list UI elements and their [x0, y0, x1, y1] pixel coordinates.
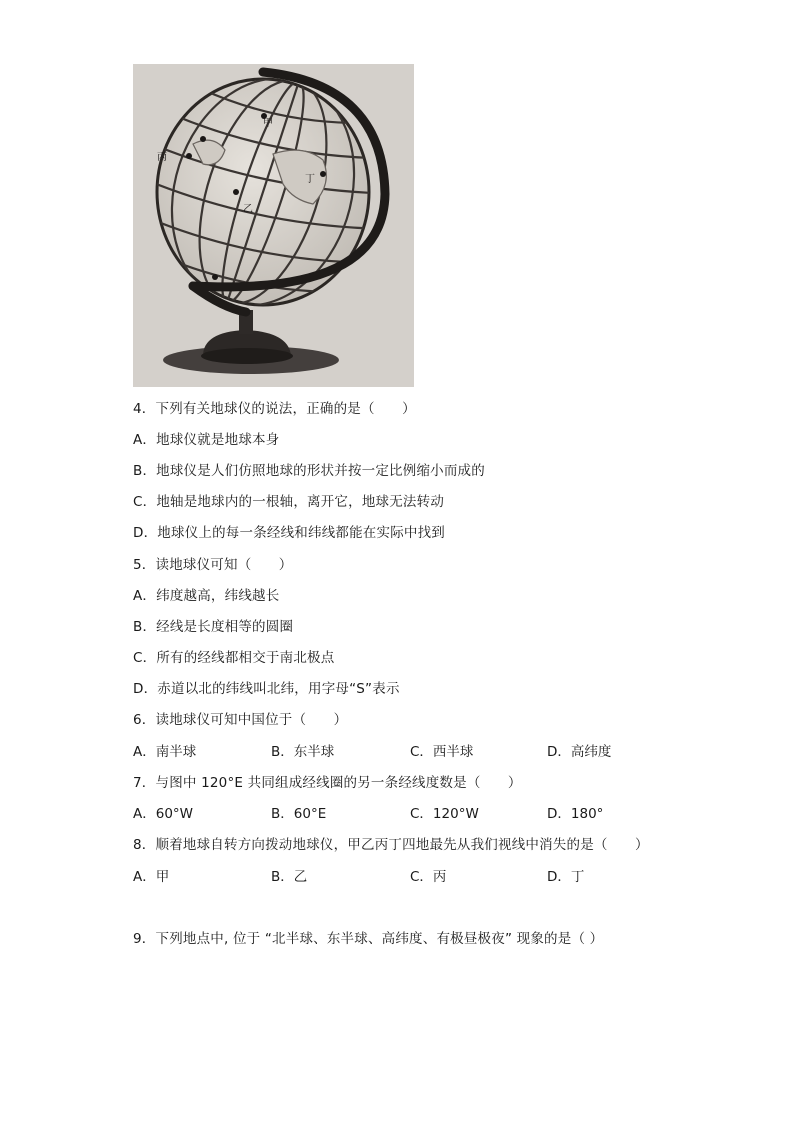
question-6-option-c: C．西半球 — [410, 744, 474, 760]
question-4-option-d: D．地球仪上的每一条经线和纬线都能在实际中找到 — [133, 525, 445, 541]
question-6-option-d: D．高纬度 — [547, 744, 612, 760]
question-7-option-a: A．60°W — [133, 806, 194, 822]
question-6-option-b: B．东半球 — [271, 744, 335, 760]
question-5-option-b: B．经线是长度相等的圆圈 — [133, 619, 294, 635]
question-8-option-a: A．甲 — [133, 869, 170, 885]
question-6-option-a: A．南半球 — [133, 744, 197, 760]
question-5-option-d: D．赤道以北的纬线叫北纬，用字母“S”表示 — [133, 681, 400, 697]
question-4-option-c: C．地轴是地球内的一根轴，离开它，地球无法转动 — [133, 494, 445, 510]
globe-label: 甲 — [263, 118, 273, 129]
question-6-stem: 6．读地球仪可知中国位于（ ） — [133, 712, 348, 728]
question-8-option-b: B．乙 — [271, 869, 308, 885]
question-5-option-c: C．所有的经线都相交于南北极点 — [133, 650, 335, 666]
globe-illustration — [133, 64, 414, 387]
globe-label: 乙 — [243, 204, 253, 215]
question-9-stem: 9．下列地点中, 位于 “北半球、东半球、高纬度、有极昼极夜” 现象的是（ ） — [133, 931, 604, 947]
question-4-option-b: B．地球仪是人们仿照地球的形状并按一定比例缩小而成的 — [133, 463, 485, 479]
question-8-option-c: C．丙 — [410, 869, 447, 885]
question-5-option-a: A．纬度越高，纬线越长 — [133, 588, 280, 604]
question-7-option-d: D．180° — [547, 806, 604, 822]
question-7-option-c: C．120°W — [410, 806, 479, 822]
question-5-stem: 5．读地球仪可知（ ） — [133, 557, 293, 573]
globe-label: 丙 — [157, 152, 167, 163]
globe-figure — [133, 64, 414, 387]
question-7-stem: 7．与图中 120°E 共同组成经线圈的另一条经线度数是（ ） — [133, 775, 522, 791]
globe-label: 丁 — [305, 174, 315, 185]
question-4-option-a: A．地球仪就是地球本身 — [133, 432, 280, 448]
question-8-option-d: D．丁 — [547, 869, 585, 885]
question-7-option-b: B．60°E — [271, 806, 327, 822]
question-4-stem: 4．下列有关地球仪的说法，正确的是（ ） — [133, 401, 416, 417]
question-8-stem: 8．顺着地球自转方向拨动地球仪，甲乙丙丁四地最先从我们视线中消失的是（ ） — [133, 837, 649, 853]
